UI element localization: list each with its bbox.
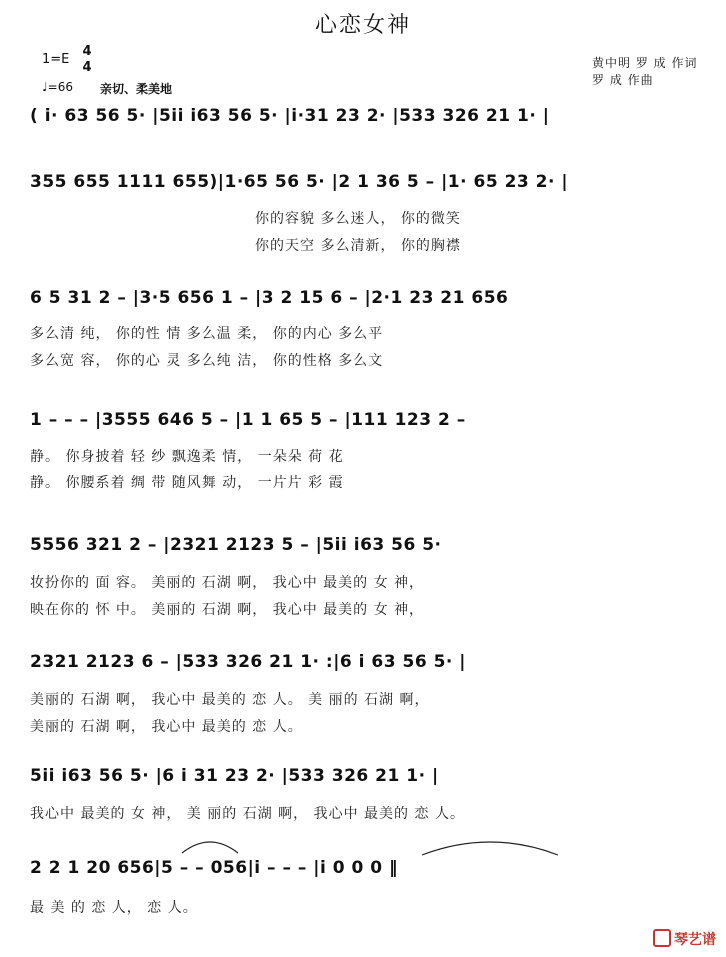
notation-row-3: 6 5 31 2 – |3·5 656 1 – |3 2 15 6 – |2·1 23 21 656 — [30, 288, 509, 308]
notation-row-1: ( i· 63 56 5· |5ii i63 56 5· |i·31 23 2· |533 326 21 1· | — [30, 106, 550, 126]
expression-marking: 亲切、柔美地 — [100, 82, 173, 96]
lyric-row-8: 最 美 的 恋 人， 恋 人。 — [30, 900, 198, 916]
lyric-row-2-verse-2: 你的天空 多么清新， 你的胸襟 — [255, 238, 461, 254]
notation-row-4: 1 – – – |3555 646 5 – |1 1 65 5 – |111 123 2 – — [30, 410, 466, 430]
lyric-row-5-verse-2: 映在你的 怀 中。 美丽的 石湖 啊， 我心中 最美的 女 神， — [30, 602, 425, 618]
notation-row-6: 2321 2123 6 – |533 326 21 1· :|6 i 63 56 5· | — [30, 652, 466, 672]
slur-arc — [180, 835, 240, 855]
lyric-row-2-verse-1: 你的容貌 多么迷人， 你的微笑 — [255, 211, 461, 227]
notation-row-7: 5ii i63 56 5· |6 i 31 23 2· |533 326 21 1· | — [30, 766, 439, 786]
key-signature: 1=E — [42, 52, 70, 67]
lyric-row-6-verse-1: 美丽的 石湖 啊， 我心中 最美的 恋 人。 美 丽的 石湖 啊， — [30, 692, 430, 708]
lyricist-credit: 黄中明 罗 成 作词 — [592, 56, 698, 70]
time-signature — [80, 44, 94, 76]
lyric-row-6-verse-2: 美丽的 石湖 啊， 我心中 最美的 恋 人。 — [30, 719, 303, 735]
lyric-row-4-verse-2: 静。 你腰系着 绸 带 随风舞 动， 一片片 彩 霞 — [30, 475, 344, 491]
lyric-row-3-verse-2: 多么宽 容， 你的心 灵 多么纯 洁， 你的性格 多么文 — [30, 353, 384, 369]
composer-credit: 罗 成 作曲 — [592, 73, 654, 87]
notation-row-5: 5556 321 2 – |2321 2123 5 – |5ii i63 56 5· — [30, 535, 442, 555]
notation-row-2: 355 655 1111 655)|1·65 56 5· |2 1 36 5 – |1· 65 23 2· | — [30, 172, 569, 192]
time-signature-bottom: 4 — [82, 60, 92, 75]
lyric-row-7: 我心中 最美的 女 神， 美 丽的 石湖 啊， 我心中 最美的 恋 人。 — [30, 806, 465, 822]
watermark-text: 琴艺谱 — [674, 932, 716, 948]
tempo-marking: ♩=66 — [42, 80, 73, 94]
lyric-row-3-verse-1: 多么清 纯， 你的性 情 多么温 柔， 你的内心 多么平 — [30, 326, 384, 342]
lyric-row-4-verse-1: 静。 你身披着 轻 纱 飘逸柔 情， 一朵朵 荷 花 — [30, 449, 344, 465]
tie-arc — [420, 835, 560, 857]
watermark-logo — [653, 929, 716, 949]
notation-row-8: 2 2 1 20 656|5 – – 056|i – – – |i 0 0 0 ‖ — [30, 858, 398, 878]
song-title: 心恋女神 — [314, 13, 411, 38]
time-signature-top: 4 — [82, 44, 92, 59]
logo-icon — [653, 929, 671, 947]
lyric-row-5-verse-1: 妆扮你的 面 容。 美丽的 石湖 啊， 我心中 最美的 女 神， — [30, 575, 425, 591]
